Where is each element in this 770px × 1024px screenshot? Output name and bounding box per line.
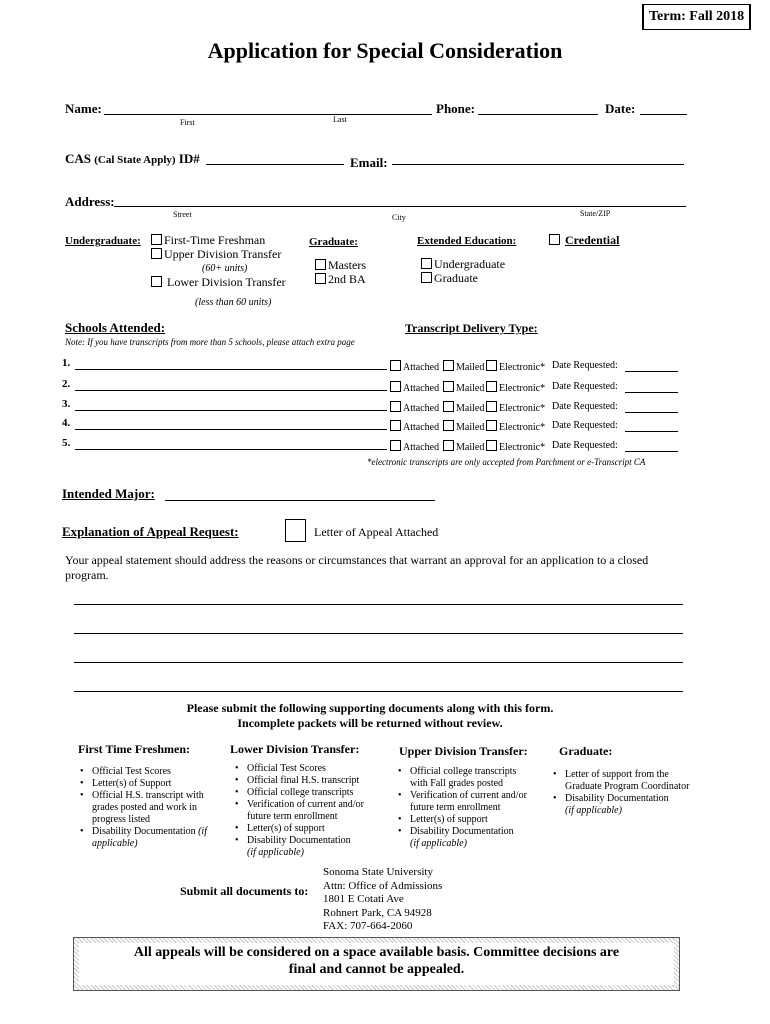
- date-requested-field[interactable]: [625, 392, 678, 393]
- phone-label: Phone:: [436, 101, 475, 116]
- date-requested-label: Date Requested:: [552, 420, 618, 431]
- list-item: [553, 793, 703, 817]
- option-attached[interactable]: [390, 360, 439, 373]
- option-label: First-Time Freshman: [164, 233, 266, 247]
- cas-label: [65, 151, 200, 167]
- email-field[interactable]: [392, 164, 684, 165]
- option-electronic[interactable]: [486, 440, 545, 453]
- checkbox[interactable]: [390, 381, 401, 392]
- checkbox[interactable]: [443, 420, 454, 431]
- option-label: Attached: [403, 362, 440, 373]
- cas-label-c: ID#: [178, 151, 200, 166]
- list-item: • Official college transcripts with Fall grades posted: [398, 766, 533, 790]
- option-label: Upper Division Transfer: [164, 247, 282, 261]
- option-label: Mailed: [456, 362, 485, 373]
- name-first-caption: First: [180, 118, 195, 127]
- appeal-line-2[interactable]: [74, 633, 683, 634]
- date-field[interactable]: [640, 114, 687, 115]
- option-label: Mailed: [456, 403, 485, 414]
- school-row-number: 2.: [62, 378, 71, 390]
- footer-frame: [73, 937, 680, 991]
- school-name-field[interactable]: [75, 410, 387, 411]
- address-statezip-caption: State/ZIP: [580, 209, 611, 218]
- item-text: Disability Documentation: [247, 835, 351, 846]
- intended-major-label: Intended Major:: [62, 486, 155, 501]
- list-item: • Letter(s) of Support: [80, 778, 215, 790]
- lower-units-note: (less than 60 units): [195, 297, 272, 308]
- option-mailed[interactable]: [443, 401, 484, 414]
- date-requested-label: Date Requested:: [552, 401, 618, 412]
- checkbox[interactable]: [151, 234, 162, 245]
- appeal-line-4[interactable]: [74, 691, 683, 692]
- upper-units-note: (60+ units): [202, 263, 248, 274]
- transcript-heading: Transcript Delivery Type:: [405, 321, 538, 335]
- checkbox[interactable]: [486, 420, 497, 431]
- checkbox[interactable]: [443, 381, 454, 392]
- checkbox[interactable]: [421, 272, 432, 283]
- option-label: Graduate: [434, 271, 478, 285]
- option-mailed[interactable]: [443, 420, 484, 433]
- option-mailed[interactable]: [443, 360, 484, 373]
- cas-label-b: (Cal State Apply): [94, 154, 176, 166]
- date-requested-label: Date Requested:: [552, 440, 618, 451]
- option-electronic[interactable]: [486, 401, 545, 414]
- list-item: [235, 835, 380, 859]
- option-first-time-freshman[interactable]: [151, 233, 265, 248]
- checkbox[interactable]: [443, 360, 454, 371]
- upper-requirements: [398, 766, 533, 850]
- option-label: Lower Division Transfer: [167, 275, 286, 289]
- appeal-line-3[interactable]: [74, 662, 683, 663]
- phone-field[interactable]: [478, 114, 598, 115]
- list-item: [80, 826, 215, 850]
- date-requested-label: Date Requested:: [552, 381, 618, 392]
- item-note: (if applicable): [92, 826, 207, 849]
- checkbox[interactable]: [151, 248, 162, 259]
- mailing-address: [323, 866, 442, 934]
- submit-instruction-1: Please submit the following supporting documents along with this form.: [186, 701, 554, 715]
- address-line: Attn: Office of Admissions: [323, 879, 443, 892]
- option-label: Attached: [403, 403, 440, 414]
- date-requested-label: Date Requested:: [552, 360, 618, 371]
- appeal-instruction-2: program.: [65, 568, 109, 582]
- option-credential[interactable]: [549, 233, 619, 248]
- graduate-heading: Graduate:: [309, 236, 358, 248]
- col-freshmen-heading: First Time Freshmen:: [78, 742, 190, 756]
- option-upper-division-transfer[interactable]: [151, 247, 281, 262]
- checkbox[interactable]: [421, 258, 432, 269]
- term-label: Term: Fall 2018: [649, 9, 745, 24]
- electronic-note: *electronic transcripts are only accepted from Parchment or e-Transcript CA: [367, 457, 646, 467]
- email-label: Email:: [350, 155, 388, 170]
- option-attached[interactable]: [390, 401, 439, 414]
- item-text: Disability Documentation: [565, 793, 669, 804]
- checkbox[interactable]: [443, 440, 454, 451]
- submit-to-label: Submit all documents to:: [180, 884, 309, 898]
- school-row-number: 1.: [62, 357, 71, 369]
- option-label: Electronic*: [499, 442, 546, 453]
- option-label: Mailed: [456, 383, 485, 394]
- cas-id-field[interactable]: [206, 164, 344, 165]
- letter-attached-label: Letter of Appeal Attached: [314, 525, 439, 539]
- date-label: Date:: [605, 101, 636, 116]
- checkbox[interactable]: [549, 234, 560, 245]
- checkbox[interactable]: [390, 401, 401, 412]
- frame-texture-bottom: [74, 985, 679, 990]
- list-item: • Official college transcripts: [235, 787, 380, 799]
- date-requested-field[interactable]: [625, 371, 678, 372]
- cas-label-a: CAS: [65, 151, 92, 166]
- checkbox[interactable]: [443, 401, 454, 412]
- item-note: (if applicable): [410, 838, 467, 849]
- address-label: Address:: [65, 194, 115, 209]
- option-label: Electronic*: [499, 383, 546, 394]
- appeal-line-1[interactable]: [74, 604, 683, 605]
- option-ext-undergraduate[interactable]: [421, 257, 505, 272]
- option-electronic[interactable]: [486, 381, 545, 394]
- option-ext-graduate[interactable]: [421, 271, 478, 286]
- name-field[interactable]: [104, 114, 432, 115]
- checkbox[interactable]: [486, 401, 497, 412]
- letter-attached-checkbox[interactable]: [285, 519, 306, 542]
- option-label: 2nd BA: [328, 272, 366, 286]
- item-text: Disability Documentation: [410, 826, 514, 837]
- list-item: • Letter(s) of support: [398, 814, 533, 826]
- school-name-field[interactable]: [75, 369, 387, 370]
- option-label: Mailed: [456, 442, 485, 453]
- list-item: • Official H.S. transcript with grades posted and work in progress listed: [80, 790, 215, 826]
- option-label: Attached: [403, 422, 440, 433]
- checkbox[interactable]: [486, 381, 497, 392]
- submit-instruction-2: Incomplete packets will be returned without review.: [237, 716, 503, 730]
- school-name-field[interactable]: [75, 390, 387, 391]
- item-note: (if applicable): [247, 847, 304, 858]
- option-label: Mailed: [456, 422, 485, 433]
- option-label: Electronic*: [499, 422, 546, 433]
- checkbox[interactable]: [486, 440, 497, 451]
- date-requested-field[interactable]: [625, 431, 678, 432]
- checkbox[interactable]: [315, 273, 326, 284]
- option-label: Undergraduate: [434, 257, 506, 271]
- item-text: Disability Documentation: [92, 826, 196, 837]
- checkbox[interactable]: [390, 440, 401, 451]
- name-last-caption: Last: [333, 115, 347, 124]
- school-row-number: 4.: [62, 417, 71, 429]
- checkbox[interactable]: [315, 259, 326, 270]
- option-attached[interactable]: [390, 440, 439, 453]
- address-line: Rohnert Park, CA 94928: [323, 906, 432, 919]
- address-line: Sonoma State University: [323, 866, 433, 878]
- school-row-number: 5.: [62, 437, 71, 449]
- checkbox[interactable]: [486, 360, 497, 371]
- school-row-number: 3.: [62, 398, 71, 410]
- option-electronic[interactable]: [486, 420, 545, 433]
- option-electronic[interactable]: [486, 360, 545, 373]
- option-label: Attached: [403, 442, 440, 453]
- col-upper-heading: Upper Division Transfer:: [399, 744, 528, 758]
- checkbox[interactable]: [390, 360, 401, 371]
- list-item: • Official Test Scores: [235, 763, 380, 775]
- frame-texture-top: [74, 938, 679, 943]
- option-lower-division-transfer[interactable]: [151, 275, 286, 290]
- list-item: • Official final H.S. transcript: [235, 775, 380, 787]
- list-item: • Letter(s) of support: [235, 823, 380, 835]
- term-box: [642, 4, 751, 30]
- appeal-label: Explanation of Appeal Request:: [62, 524, 239, 539]
- schools-heading: Schools Attended:: [65, 320, 166, 335]
- col-lower-heading: Lower Division Transfer:: [230, 742, 360, 756]
- address-field[interactable]: [114, 206, 686, 207]
- name-label: Name:: [65, 101, 102, 116]
- list-item: • Letter of support from the Graduate Program Coordinator: [553, 769, 703, 793]
- appeal-instruction: Your appeal statement should address the reasons or circumstances that warrant an approval for an application to a closed: [65, 553, 649, 567]
- footer-line-1: All appeals will be considered on a space available basis. Committee decisions are: [133, 945, 620, 960]
- date-requested-field[interactable]: [625, 451, 678, 452]
- footer-line-2: final and cannot be appealed.: [288, 962, 465, 977]
- school-name-field[interactable]: [75, 429, 387, 430]
- checkbox[interactable]: [151, 276, 162, 287]
- address-line: FAX: 707-664-2060: [323, 920, 413, 932]
- address-street-caption: Street: [173, 210, 192, 219]
- lower-requirements: [235, 763, 380, 859]
- list-item: • Official Test Scores: [80, 766, 215, 778]
- option-mailed[interactable]: [443, 381, 484, 394]
- option-attached[interactable]: [390, 381, 439, 394]
- extended-education-heading: Extended Education:: [417, 235, 517, 247]
- schools-note: Note: If you have transcripts from more than 5 schools, please attach extra page: [65, 337, 355, 347]
- checkbox[interactable]: [390, 420, 401, 431]
- address-city-caption: City: [392, 213, 406, 222]
- option-label: Attached: [403, 383, 440, 394]
- item-note: (if applicable): [565, 805, 622, 816]
- option-label: Electronic*: [499, 403, 546, 414]
- option-mailed[interactable]: [443, 440, 484, 453]
- option-attached[interactable]: [390, 420, 439, 433]
- page-title: Application for Special Consideration: [207, 38, 563, 63]
- option-label: Electronic*: [499, 362, 546, 373]
- col-graduate-heading: Graduate:: [559, 744, 613, 758]
- option-label: Masters: [328, 258, 366, 272]
- date-requested-field[interactable]: [625, 412, 678, 413]
- undergraduate-heading: Undergraduate:: [65, 235, 141, 247]
- school-name-field[interactable]: [75, 449, 387, 450]
- list-item: • Verification of current and/or future term enrollment: [235, 799, 380, 823]
- address-line: 1801 E Cotati Ave: [323, 893, 404, 905]
- intended-major-field[interactable]: [165, 500, 435, 501]
- option-label: Credential: [565, 233, 620, 247]
- list-item: • Verification of current and/or future term enrollment: [398, 790, 533, 814]
- option-second-ba[interactable]: [315, 272, 366, 287]
- option-masters[interactable]: [315, 258, 366, 273]
- freshmen-requirements: [80, 766, 215, 850]
- graduate-requirements: [553, 769, 703, 817]
- list-item: [398, 826, 533, 850]
